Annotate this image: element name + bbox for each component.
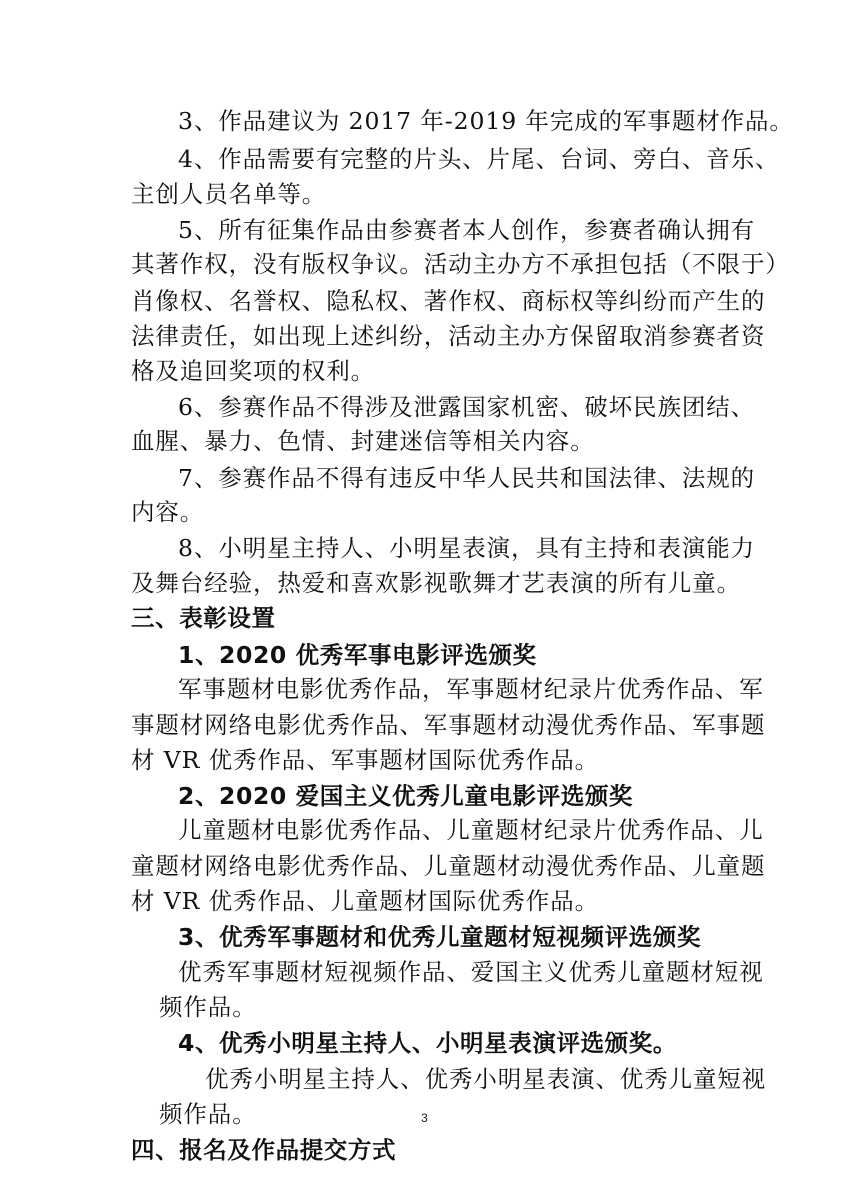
paragraph-item-4-line-2: 主创人员名单等。 (131, 180, 327, 208)
paragraph-item-8-line-2: 及舞台经验，热爱和喜欢影视歌舞才艺表演的所有儿童。 (131, 569, 741, 597)
award-2-desc-line-3: 材 VR 优秀作品、儿童题材国际优秀作品。 (131, 887, 600, 915)
award-4-desc-line-2: 频作品。 (159, 1100, 257, 1128)
paragraph-item-5-line-4: 法律责任，如出现上述纠纷，活动主办方保留取消参赛者资 (131, 322, 766, 350)
paragraph-item-6-line-2: 血腥、暴力、色情、封建迷信等相关内容。 (131, 427, 595, 455)
paragraph-item-7-line-2: 内容。 (131, 498, 205, 526)
award-2-desc-line-1: 儿童题材电影优秀作品、儿童题材纪录片优秀作品、儿 (178, 816, 764, 844)
award-4-desc-line-1: 优秀小明星主持人、优秀小明星表演、优秀儿童短视 (205, 1065, 767, 1093)
paragraph-item-6-line-1: 6、参赛作品不得涉及泄露国家机密、破坏民族团结、 (178, 393, 756, 421)
paragraph-item-5-line-5: 格及追回奖项的权利。 (131, 357, 375, 385)
award-3-desc-line-2: 频作品。 (159, 993, 257, 1021)
paragraph-item-5-line-3: 肖像权、名誉权、隐私权、著作权、商标权等纠纷而产生的 (131, 287, 766, 315)
award-heading-2: 2、2020 爱国主义优秀儿童电影评选颁奖 (178, 782, 634, 810)
award-heading-4: 4、优秀小明星主持人、小明星表演评选颁奖。 (178, 1029, 677, 1057)
page-number: 3 (421, 1111, 428, 1125)
section-heading-4: 四、报名及作品提交方式 (131, 1136, 397, 1164)
section-heading-3: 三、表彰设置 (131, 604, 276, 632)
paragraph-item-5-line-2: 其著作权，没有版权争议。活动主办方不承担包括（不限于） (131, 250, 790, 278)
award-2-desc-line-2: 童题材网络电影优秀作品、儿童题材动漫优秀作品、儿童题 (131, 852, 766, 880)
award-1-desc-line-1: 军事题材电影优秀作品，军事题材纪录片优秀作品、军 (178, 675, 764, 703)
award-1-desc-line-2: 事题材网络电影优秀作品、军事题材动漫优秀作品、军事题 (131, 711, 766, 739)
paragraph-item-4-line-1: 4、作品需要有完整的片头、片尾、台词、旁白、音乐、 (178, 145, 780, 173)
award-heading-3: 3、优秀军事题材和优秀儿童题材短视频评选颁奖 (178, 923, 702, 951)
award-heading-1: 1、2020 优秀军事电影评选颁奖 (178, 641, 537, 669)
award-3-desc-line-1: 优秀军事题材短视频作品、爱国主义优秀儿童题材短视 (178, 958, 764, 986)
paragraph-item-7-line-1: 7、参赛作品不得有违反中华人民共和国法律、法规的 (178, 464, 756, 492)
award-1-desc-line-3: 材 VR 优秀作品、军事题材国际优秀作品。 (131, 746, 600, 774)
paragraph-item-3: 3、作品建议为 2017 年-2019 年完成的军事题材作品。 (178, 107, 794, 135)
paragraph-item-5-line-1: 5、所有征集作品由参赛者本人创作，参赛者确认拥有 (178, 216, 756, 244)
paragraph-item-8-line-1: 8、小明星主持人、小明星表演，具有主持和表演能力 (178, 534, 756, 562)
